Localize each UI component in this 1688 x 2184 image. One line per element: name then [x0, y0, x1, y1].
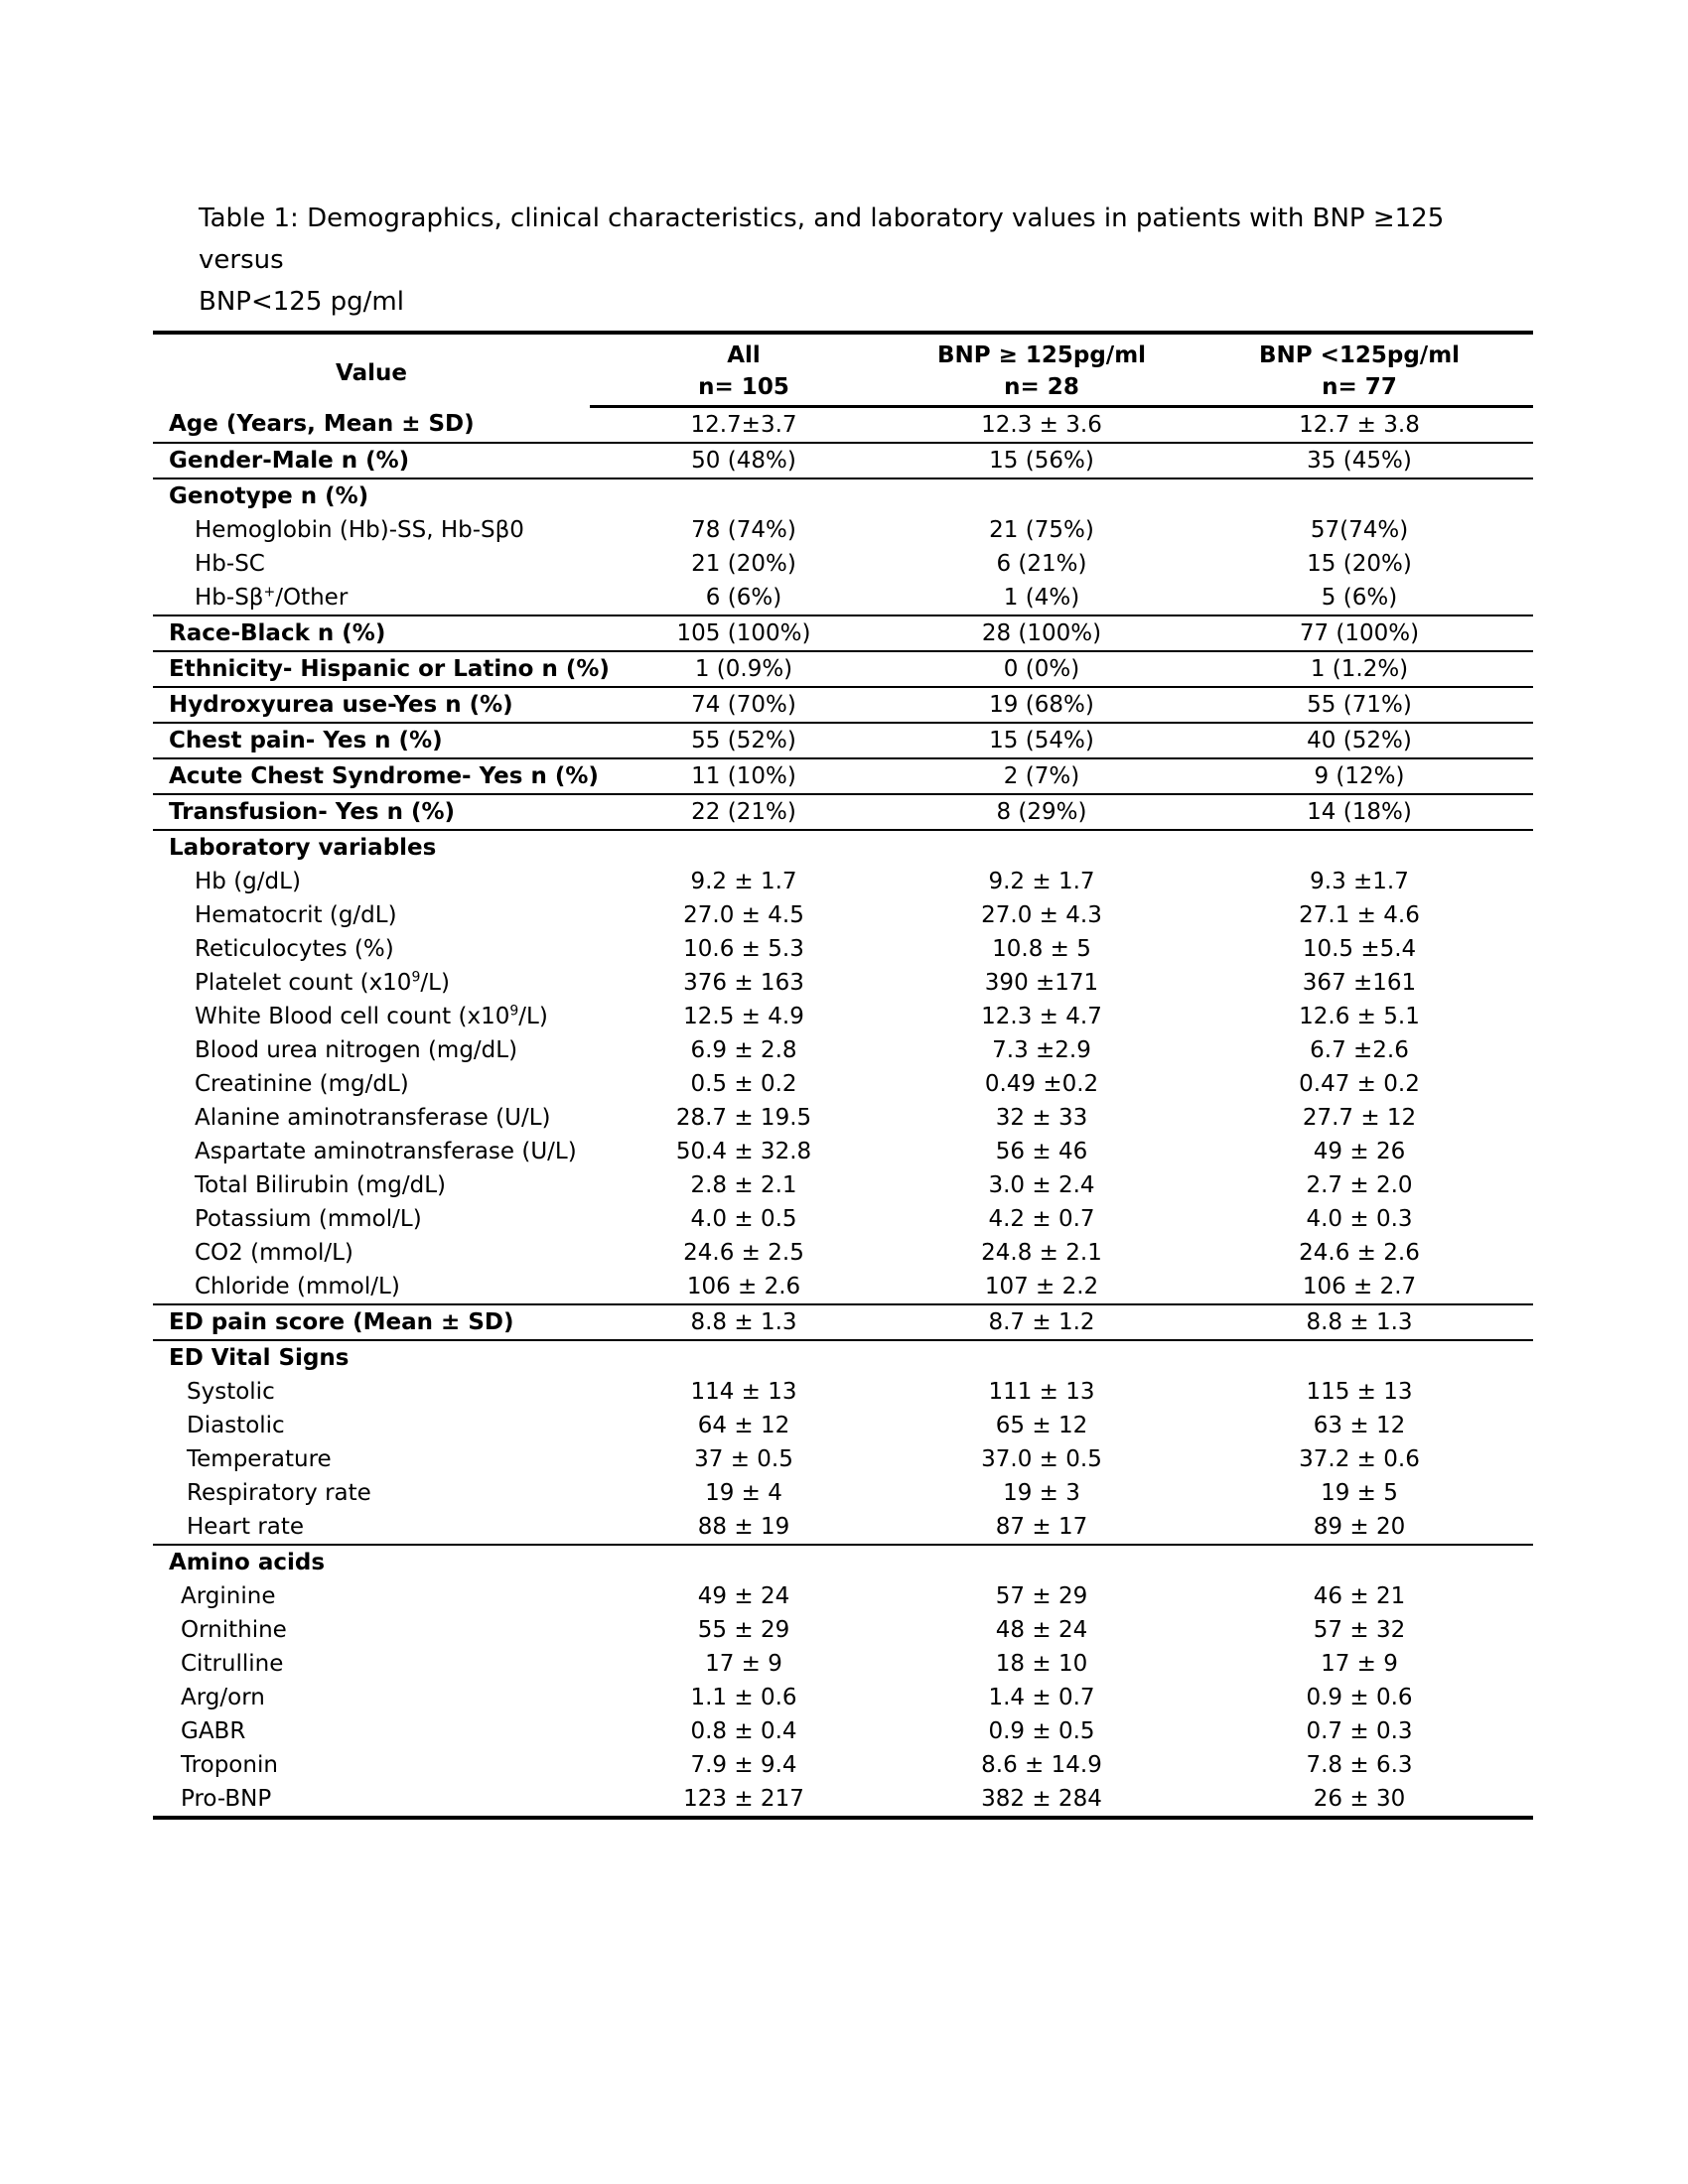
table-row: [153, 966, 1533, 1000]
cell-all: 37 ± 0.5: [694, 1446, 793, 1472]
cell-all: 12.7±3.7: [590, 407, 898, 444]
row-label: Transfusion- Yes n (%): [153, 794, 590, 830]
cell-low: 63 ± 12: [1313, 1413, 1406, 1438]
cell-low: 367 ±161: [1302, 970, 1417, 996]
row-label: Total Bilirubin (mg/dL): [195, 1172, 446, 1198]
table-row: [153, 407, 1533, 444]
table-row: [153, 1510, 1533, 1545]
table-row: [153, 1476, 1533, 1510]
section-amino-acids: Amino acids: [169, 1550, 326, 1575]
cell-high: 19 (68%): [898, 687, 1186, 723]
cell-low: 2.7 ± 2.0: [1306, 1172, 1413, 1198]
table-row: [153, 932, 1533, 966]
table-row: [153, 1782, 1533, 1818]
cell-all: 376 ± 163: [683, 970, 804, 996]
row-label: Acute Chest Syndrome- Yes n (%): [153, 758, 590, 794]
label-prefix: Hb-Sβ: [195, 585, 264, 611]
cell-low: 40 (52%): [1186, 723, 1533, 758]
row-label: Heart rate: [153, 1510, 590, 1545]
cell-all: 9.2 ± 1.7: [690, 869, 797, 894]
row-label: Chest pain- Yes n (%): [153, 723, 590, 758]
row-label: CO2 (mmol/L): [195, 1240, 353, 1266]
row-label: Arginine: [181, 1583, 276, 1609]
table-row: [153, 1375, 1533, 1409]
cell-all: 0.5 ± 0.2: [690, 1071, 797, 1097]
table-row: [153, 1236, 1533, 1270]
row-label: Citrulline: [181, 1651, 284, 1677]
table-row: [153, 1304, 1533, 1340]
row-label: [153, 581, 590, 615]
row-label: Systolic: [187, 1379, 275, 1405]
cell-high: 382 ± 284: [898, 1782, 1186, 1818]
label-superscript: +: [263, 584, 276, 601]
table-row: [153, 758, 1533, 794]
cell-all: 7.9 ± 9.4: [690, 1752, 797, 1778]
section-heading-row: [153, 1545, 1533, 1579]
table-row: [153, 1067, 1533, 1101]
cell-high: 9.2 ± 1.7: [988, 869, 1095, 894]
row-label: Hb (g/dL): [195, 869, 301, 894]
table-row: [153, 687, 1533, 723]
cell-high: 111 ± 13: [988, 1379, 1095, 1405]
table-row: [153, 1681, 1533, 1714]
row-label: Hydroxyurea use-Yes n (%): [153, 687, 590, 723]
cell-high: 1.4 ± 0.7: [988, 1685, 1095, 1710]
cell-all: 49 ± 24: [697, 1583, 790, 1609]
cell-all: 1.1 ± 0.6: [690, 1685, 797, 1710]
cell-high: 2 (7%): [898, 758, 1186, 794]
cell-high: 3.0 ± 2.4: [988, 1172, 1095, 1198]
cell-low: 5 (6%): [1186, 581, 1533, 615]
label-suffix: /L): [518, 1004, 548, 1029]
table-row: [153, 651, 1533, 687]
cell-low: 24.6 ± 2.6: [1299, 1240, 1420, 1266]
section-laboratory: Laboratory variables: [169, 835, 437, 861]
cell-low: 27.7 ± 12: [1302, 1105, 1417, 1131]
cell-all: 50.4 ± 32.8: [675, 1139, 812, 1164]
cell-low: 46 ± 21: [1313, 1583, 1406, 1609]
label-prefix: Platelet count (x10: [195, 970, 412, 996]
row-label: Pro-BNP: [153, 1782, 590, 1818]
cell-all: 1 (0.9%): [590, 651, 898, 687]
cell-all: 106 ± 2.6: [590, 1270, 898, 1304]
cell-low: 15 (20%): [1307, 551, 1412, 577]
cell-all: 2.8 ± 2.1: [690, 1172, 797, 1198]
cell-high: 87 ± 17: [898, 1510, 1186, 1545]
table-row: [153, 1168, 1533, 1202]
table-row: [153, 1033, 1533, 1067]
cell-high: 8.6 ± 14.9: [981, 1752, 1102, 1778]
cell-low: 27.1 ± 4.6: [1299, 902, 1420, 928]
cell-high: 21 (75%): [989, 517, 1094, 543]
table-row: [153, 1270, 1533, 1304]
cell-high: 390 ±171: [984, 970, 1099, 996]
row-label: Chloride (mmol/L): [153, 1270, 590, 1304]
cell-all: 50 (48%): [590, 443, 898, 478]
table-caption: [199, 198, 1529, 323]
cell-all: 6.9 ± 2.8: [690, 1037, 797, 1063]
cell-all: 17 ± 9: [705, 1651, 782, 1677]
cell-high: 65 ± 12: [995, 1413, 1088, 1438]
cell-all: 88 ± 19: [590, 1510, 898, 1545]
table-row: [153, 865, 1533, 898]
section-heading-row: [153, 1340, 1533, 1375]
cell-low: 12.7 ± 3.8: [1186, 407, 1533, 444]
table-row: [153, 1202, 1533, 1236]
cell-all: 27.0 ± 4.5: [683, 902, 804, 928]
cell-all: 123 ± 217: [590, 1782, 898, 1818]
label-superscript: 9: [509, 1003, 519, 1020]
cell-low: 57(74%): [1310, 517, 1409, 543]
cell-high: 28 (100%): [898, 615, 1186, 651]
cell-all: 4.0 ± 0.5: [690, 1206, 797, 1232]
cell-low: 8.8 ± 1.3: [1186, 1304, 1533, 1340]
table-row: [153, 615, 1533, 651]
cell-high: 8.7 ± 1.2: [898, 1304, 1186, 1340]
cell-all: 0.8 ± 0.4: [690, 1718, 797, 1744]
cell-all: 8.8 ± 1.3: [590, 1304, 898, 1340]
cell-high: 0.9 ± 0.5: [988, 1718, 1095, 1744]
cell-low: 37.2 ± 0.6: [1299, 1446, 1420, 1472]
cell-all: 10.6 ± 5.3: [683, 936, 804, 962]
table-row: [153, 1579, 1533, 1613]
cell-low: 9.3 ±1.7: [1310, 869, 1409, 894]
row-label: Creatinine (mg/dL): [195, 1071, 409, 1097]
table-row: [153, 1613, 1533, 1647]
cell-high: 12.3 ± 4.7: [981, 1004, 1102, 1029]
table-row: [153, 443, 1533, 478]
cell-high: 48 ± 24: [995, 1617, 1088, 1643]
cell-low: 0.9 ± 0.6: [1306, 1685, 1413, 1710]
cell-high: 15 (56%): [898, 443, 1186, 478]
table-header: [153, 333, 1533, 407]
cell-high: 107 ± 2.2: [898, 1270, 1186, 1304]
cell-high: 15 (54%): [898, 723, 1186, 758]
cell-all: 105 (100%): [590, 615, 898, 651]
cell-all: 64 ± 12: [697, 1413, 790, 1438]
header-all-n: n= 105: [590, 371, 898, 407]
row-label: [153, 966, 590, 1000]
row-label: Aspartate aminotransferase (U/L): [195, 1139, 577, 1164]
cell-high: 4.2 ± 0.7: [988, 1206, 1095, 1232]
cell-low: 55 (71%): [1186, 687, 1533, 723]
cell-low: 77 (100%): [1186, 615, 1533, 651]
row-label: Gender-Male n (%): [153, 443, 590, 478]
cell-all: 12.5 ± 4.9: [683, 1004, 804, 1029]
cell-all: 21 (20%): [691, 551, 796, 577]
cell-high: 18 ± 10: [995, 1651, 1088, 1677]
row-label: Blood urea nitrogen (mg/dL): [195, 1037, 518, 1063]
cell-low: 0.7 ± 0.3: [1306, 1718, 1413, 1744]
cell-low: 115 ± 13: [1306, 1379, 1413, 1405]
cell-low: 9 (12%): [1186, 758, 1533, 794]
cell-high: 19 ± 3: [1003, 1480, 1080, 1506]
header-all: All: [590, 333, 898, 371]
cell-high: 27.0 ± 4.3: [981, 902, 1102, 928]
cell-low: 1 (1.2%): [1186, 651, 1533, 687]
cell-low: 10.5 ±5.4: [1302, 936, 1417, 962]
row-label: Reticulocytes (%): [195, 936, 394, 962]
cell-all: 74 (70%): [590, 687, 898, 723]
cell-low: 106 ± 2.7: [1186, 1270, 1533, 1304]
table-row: [153, 1135, 1533, 1168]
cell-all: 55 (52%): [590, 723, 898, 758]
row-label: Hemoglobin (Hb)-SS, Hb-Sβ0: [195, 517, 524, 543]
table-row: [153, 1714, 1533, 1748]
cell-high: 37.0 ± 0.5: [981, 1446, 1102, 1472]
caption-line-1: Table 1: Demographics, clinical characteristics, and laboratory values in patients with BNP ≥125 versus: [199, 204, 1445, 275]
cell-high: 1 (4%): [898, 581, 1186, 615]
header-low-n: n= 77: [1186, 371, 1533, 407]
cell-all: 28.7 ± 19.5: [675, 1105, 812, 1131]
cell-low: 14 (18%): [1186, 794, 1533, 830]
cell-high: 7.3 ±2.9: [992, 1037, 1091, 1063]
cell-high: 24.8 ± 2.1: [981, 1240, 1102, 1266]
header-low: BNP <125pg/ml: [1186, 333, 1533, 371]
cell-high: 0.49 ±0.2: [984, 1071, 1099, 1097]
cell-high: 0 (0%): [898, 651, 1186, 687]
row-label: Race-Black n (%): [153, 615, 590, 651]
row-label: GABR: [181, 1718, 246, 1744]
table-row: [153, 898, 1533, 932]
row-label: Temperature: [187, 1446, 332, 1472]
cell-low: 17 ± 9: [1321, 1651, 1398, 1677]
cell-low: 49 ± 26: [1313, 1139, 1406, 1164]
cell-high: 6 (21%): [996, 551, 1087, 577]
row-label: Hematocrit (g/dL): [195, 902, 397, 928]
cell-low: 19 ± 5: [1321, 1480, 1398, 1506]
table-row: [153, 1000, 1533, 1033]
row-label: Potassium (mmol/L): [195, 1206, 422, 1232]
row-label: Arg/orn: [181, 1685, 265, 1710]
cell-low: 4.0 ± 0.3: [1306, 1206, 1413, 1232]
label-prefix: White Blood cell count (x10: [195, 1004, 510, 1029]
section-heading-row: [153, 830, 1533, 865]
cell-high: 57 ± 29: [995, 1583, 1088, 1609]
table-row: [153, 1647, 1533, 1681]
cell-all: 78 (74%): [691, 517, 796, 543]
label-suffix: /Other: [275, 585, 349, 611]
row-label: Hb-SC: [195, 551, 265, 577]
cell-all: 19 ± 4: [705, 1480, 782, 1506]
row-label: Diastolic: [187, 1413, 285, 1438]
row-label: [153, 1000, 590, 1033]
cell-high: 8 (29%): [898, 794, 1186, 830]
section-heading-row: [153, 478, 1533, 513]
cell-high: 32 ± 33: [995, 1105, 1088, 1131]
cell-low: 26 ± 30: [1186, 1782, 1533, 1818]
cell-low: 12.6 ± 5.1: [1299, 1004, 1420, 1029]
table-row: [153, 1101, 1533, 1135]
cell-all: 24.6 ± 2.5: [683, 1240, 804, 1266]
cell-low: 0.47 ± 0.2: [1299, 1071, 1420, 1097]
header-value: Value: [153, 333, 590, 407]
cell-low: 35 (45%): [1186, 443, 1533, 478]
section-genotype: Genotype n (%): [169, 483, 369, 509]
cell-low: 7.8 ± 6.3: [1306, 1752, 1413, 1778]
cell-high: 56 ± 46: [995, 1139, 1088, 1164]
cell-all: 6 (6%): [590, 581, 898, 615]
row-label: Troponin: [181, 1752, 278, 1778]
row-label: Alanine aminotransferase (U/L): [195, 1105, 551, 1131]
cell-low: 57 ± 32: [1313, 1617, 1406, 1643]
table-row: [153, 513, 1533, 547]
cell-low: 89 ± 20: [1186, 1510, 1533, 1545]
cell-low: 6.7 ±2.6: [1310, 1037, 1409, 1063]
section-vital-signs: ED Vital Signs: [169, 1345, 350, 1371]
cell-all: 114 ± 13: [690, 1379, 797, 1405]
row-label: Age (Years, Mean ± SD): [153, 407, 590, 444]
table-row: [153, 547, 1533, 581]
row-label: Ethnicity- Hispanic or Latino n (%): [153, 651, 590, 687]
cell-all: 22 (21%): [590, 794, 898, 830]
cell-all: 55 ± 29: [697, 1617, 790, 1643]
caption-line-2: BNP<125 pg/ml: [199, 287, 404, 317]
table-row: [153, 723, 1533, 758]
row-label: Ornithine: [181, 1617, 287, 1643]
table-row: [153, 1748, 1533, 1782]
row-label: ED pain score (Mean ± SD): [153, 1304, 590, 1340]
table-row: [153, 1442, 1533, 1476]
cell-high: 12.3 ± 3.6: [898, 407, 1186, 444]
header-high: BNP ≥ 125pg/ml: [898, 333, 1186, 371]
table-row: [153, 581, 1533, 615]
demographics-table: [153, 331, 1533, 1820]
table-row: [153, 794, 1533, 830]
label-suffix: /L): [420, 970, 450, 996]
cell-all: 11 (10%): [590, 758, 898, 794]
header-high-n: n= 28: [898, 371, 1186, 407]
table-row: [153, 1409, 1533, 1442]
cell-high: 10.8 ± 5: [992, 936, 1091, 962]
row-label: Respiratory rate: [187, 1480, 371, 1506]
label-superscript: 9: [411, 969, 421, 986]
